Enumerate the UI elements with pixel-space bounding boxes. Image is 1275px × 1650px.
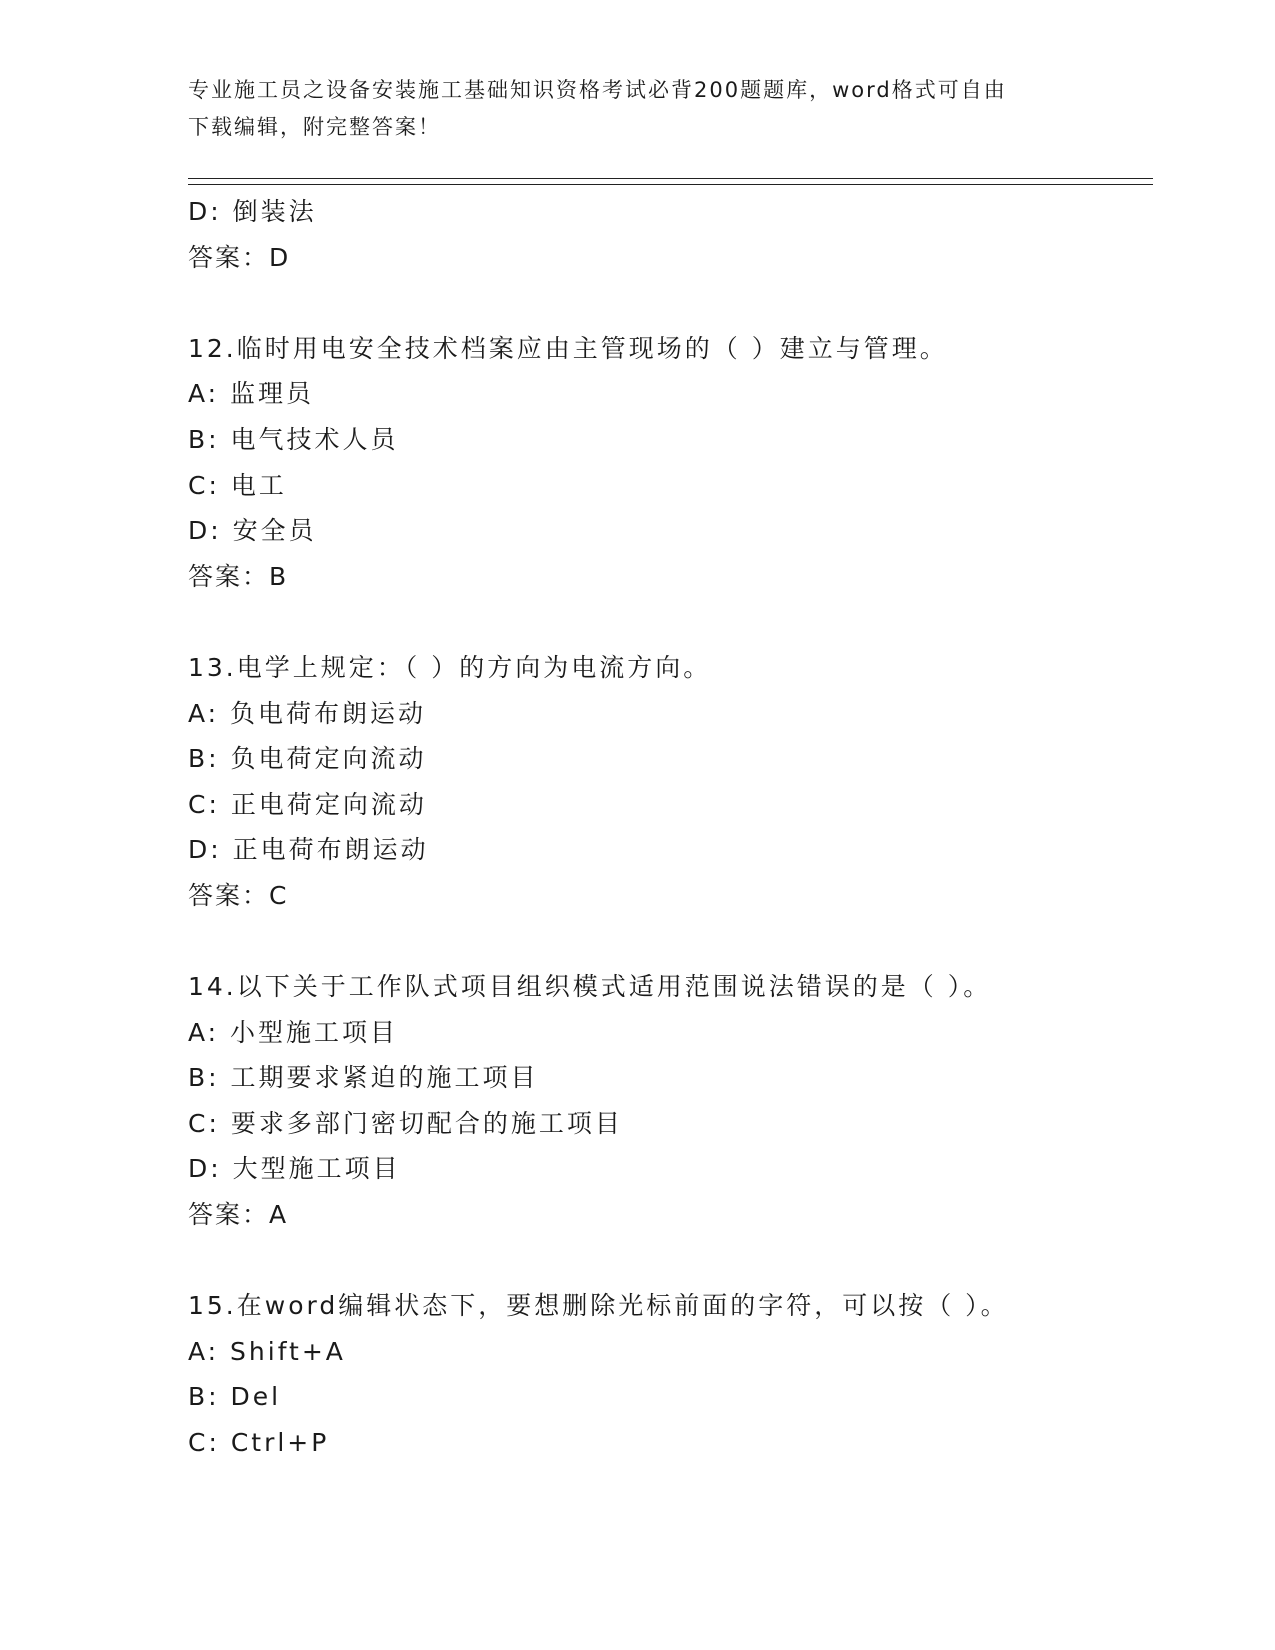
question-14-answer: 答案：A [188,1200,289,1230]
answer-continued: 答案：D [188,242,291,272]
question-list [188,189,1153,1466]
question-14-option-c: C: 要求多部门密切配合的施工项目 [188,1108,623,1138]
header-divider-bottom [188,184,1153,185]
question-13-option-a: A: 负电荷布朗运动 [188,698,427,728]
spacer [188,919,1153,965]
question-12-stem: 12.临时用电安全技术档案应由主管现场的（ ）建立与管理。 [188,333,948,363]
question-15-option-a: A: Shift+A [188,1336,346,1366]
spacer [188,1238,1153,1284]
question-13-answer: 答案：C [188,880,289,910]
question-14-option-a: A: 小型施工项目 [188,1017,399,1047]
question-12-option-c: C: 电工 [188,470,287,500]
header-divider-top [188,178,1153,179]
question-15-option-c: C: Ctrl+P [188,1428,330,1458]
spacer [188,280,1153,326]
question-13-stem: 13.电学上规定：（ ）的方向为电流方向。 [188,652,712,682]
question-14-option-d: D: 大型施工项目 [188,1154,401,1184]
question-12-answer: 答案：B [188,561,289,591]
question-13-option-d: D: 正电荷布朗运动 [188,835,429,865]
question-14-option-b: B: 工期要求紧迫的施工项目 [188,1063,539,1093]
question-13-option-c: C: 正电荷定向流动 [188,789,427,819]
question-15-stem: 15.在word编辑状态下，要想删除光标前面的字符，可以按（ ）。 [188,1291,1009,1321]
header-title-line-2: 下载编辑，附完整答案！ [188,115,441,139]
option-d-continued: D: 倒装法 [188,197,317,226]
question-12-option-d: D: 安全员 [188,516,317,546]
document-header [188,72,1088,146]
header-title-line-1: 专业施工员之设备安装施工基础知识资格考试必背200题题库，word格式可自由 [188,78,1007,102]
question-12-option-b: B: 电气技术人员 [188,424,399,454]
spacer [188,599,1153,645]
question-13-option-b: B: 负电荷定向流动 [188,744,427,774]
question-14-stem: 14.以下关于工作队式项目组织模式适用范围说法错误的是（ ）。 [188,972,992,1002]
question-12-option-a: A: 监理员 [188,379,315,409]
question-15-option-b: B: Del [188,1382,282,1412]
